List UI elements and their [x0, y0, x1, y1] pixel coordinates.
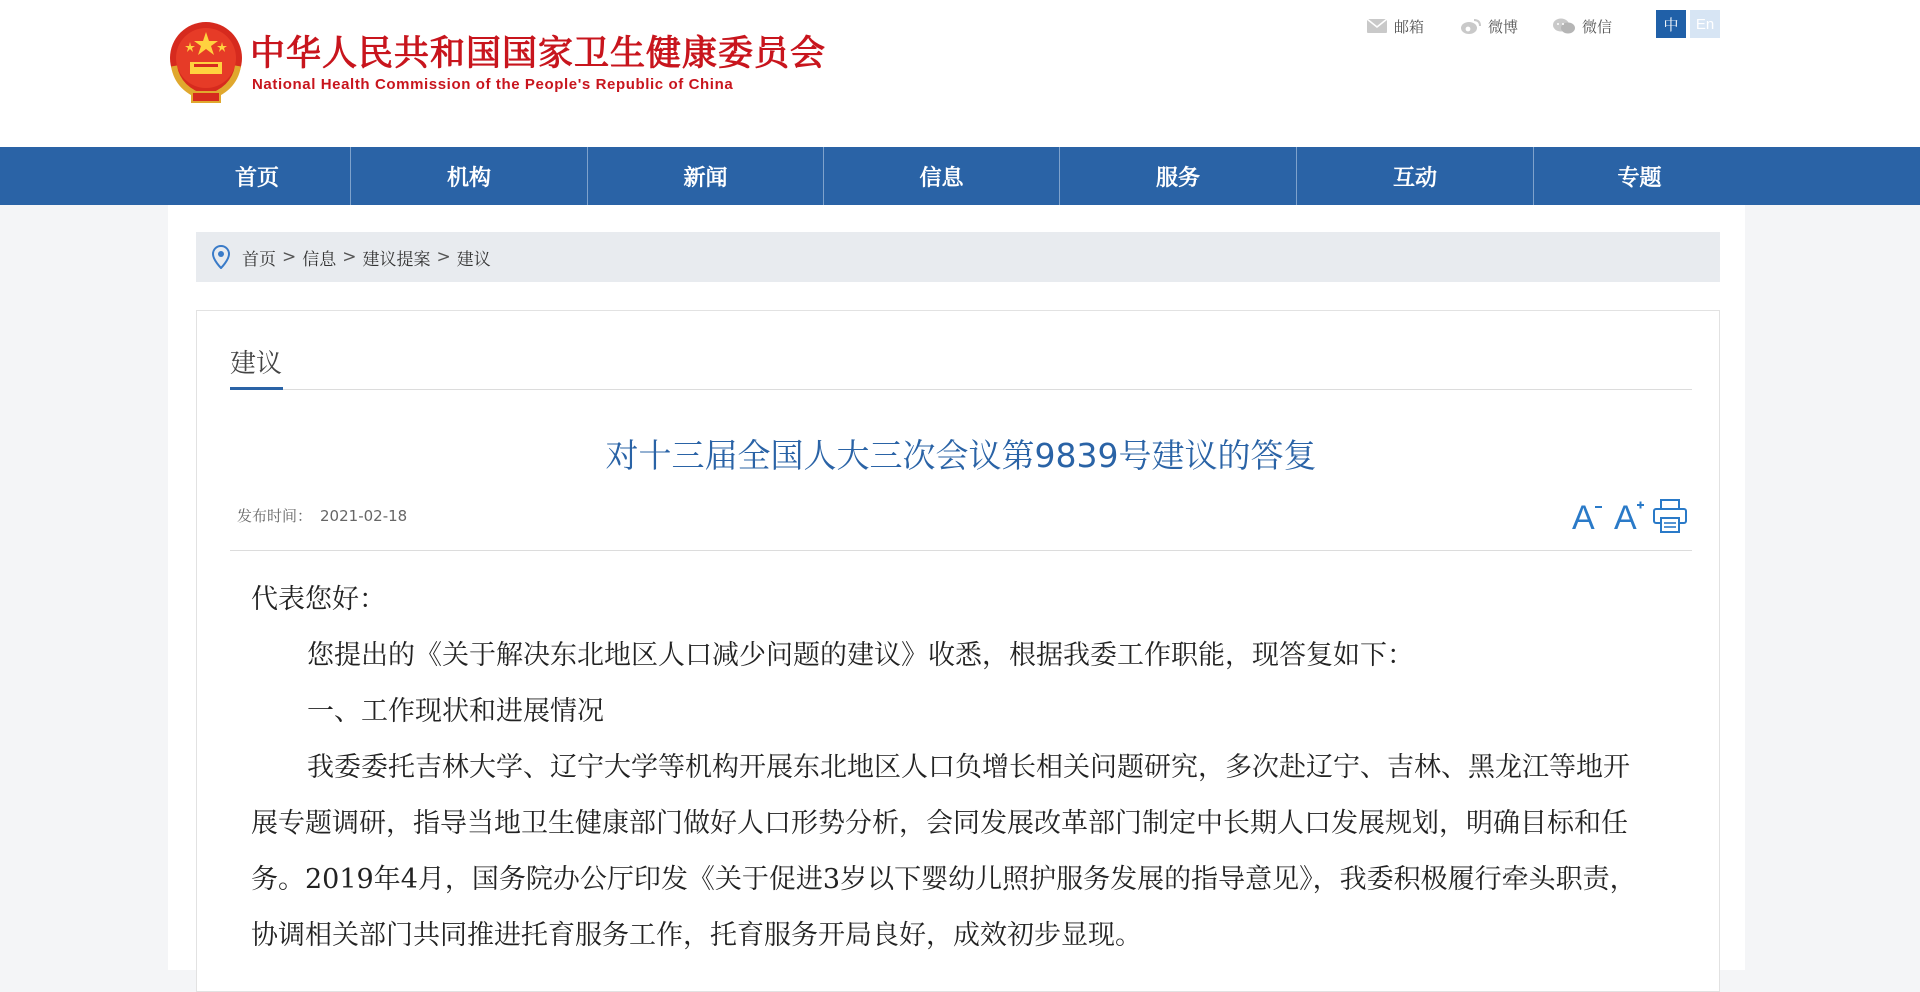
section-tab-suggestions[interactable]: 建议	[230, 349, 283, 379]
nav-item-information[interactable]: 信息	[919, 165, 964, 191]
wechat-link[interactable]	[1552, 14, 1612, 38]
svg-text:A: A	[1572, 499, 1595, 536]
weibo-icon	[1460, 17, 1482, 35]
weibo-link[interactable]	[1460, 14, 1518, 38]
site-logo[interactable]	[168, 18, 828, 104]
breadcrumb-suggestions[interactable]: 建议	[456, 249, 491, 270]
section-divider	[230, 389, 1692, 390]
publish-meta	[237, 505, 407, 526]
nav-item-organization[interactable]: 机构	[446, 165, 491, 191]
meta-divider	[230, 550, 1692, 551]
weibo-link-label: 微博	[1488, 17, 1519, 36]
print-icon[interactable]	[1652, 498, 1688, 534]
breadcrumb-separator: >	[342, 247, 357, 267]
breadcrumb-proposals[interactable]: 建议提案	[362, 249, 431, 270]
article-body	[251, 572, 1651, 964]
mail-icon	[1366, 18, 1388, 34]
site-name-en: National Health Commission of the People's Republic of China	[252, 76, 734, 93]
body-paragraph: 我委委托吉林大学、辽宁大学等机构开展东北地区人口负增长相关问题研究，多次赴辽宁、吉林、黑龙江等地开展专题调研，指导当地卫生健康部门做好人口形势分析，会同发展改革部门制定中长期人口发展规划，明确目标和任务。2019年4月，国务院办公厅印发《关于促进3岁以下婴幼儿照护服务发展的指导意见》，我委积极履行牵头职责，协调相关部门共同推进托育服务工作，托育服务开局良好，成效初步显现。	[251, 752, 1637, 951]
section-heading: 一、工作现状和进展情况	[307, 696, 604, 727]
breadcrumb-separator: >	[436, 247, 451, 267]
publish-date-label: 发布时间：	[237, 507, 313, 525]
body-paragraph: 您提出的《关于解决东北地区人口减少问题的建议》收悉，根据我委工作职能，现答复如下：	[307, 640, 1414, 671]
breadcrumb-information[interactable]: 信息	[302, 249, 337, 270]
greeting-paragraph: 代表您好：	[251, 584, 386, 615]
breadcrumb-home[interactable]: 首页	[242, 249, 276, 270]
nav-item-services[interactable]: 服务	[1155, 165, 1200, 191]
lang-cn-button[interactable]: 中	[1656, 10, 1686, 38]
section-tab-underline	[230, 387, 283, 390]
site-name-cn: 中华人民共和国国家卫生健康委员会	[250, 34, 827, 74]
lang-en-button[interactable]: En	[1690, 10, 1720, 38]
font-increase-icon[interactable]	[1612, 496, 1646, 536]
nav-item-interaction[interactable]: 互动	[1392, 165, 1437, 191]
mail-link-label: 邮箱	[1394, 17, 1425, 36]
nav-item-topics[interactable]: 专题	[1617, 165, 1662, 191]
main-nav	[0, 147, 1920, 205]
font-decrease-icon[interactable]	[1570, 496, 1604, 536]
svg-text:A: A	[1614, 499, 1637, 536]
breadcrumb-separator: >	[282, 247, 297, 267]
nav-item-home[interactable]: 首页	[234, 165, 279, 191]
location-pin-icon	[212, 245, 230, 269]
national-emblem-icon	[168, 18, 244, 104]
nav-item-news[interactable]: 新闻	[683, 165, 728, 191]
site-header	[0, 0, 1920, 147]
breadcrumb	[196, 232, 1720, 282]
publish-date: 2021-02-18	[320, 507, 408, 525]
article-title: 对十三届全国人大三次会议第9839号建议的答复	[605, 436, 1317, 475]
mail-link[interactable]	[1366, 14, 1424, 38]
wechat-icon	[1552, 17, 1576, 35]
wechat-link-label: 微信	[1582, 17, 1613, 36]
